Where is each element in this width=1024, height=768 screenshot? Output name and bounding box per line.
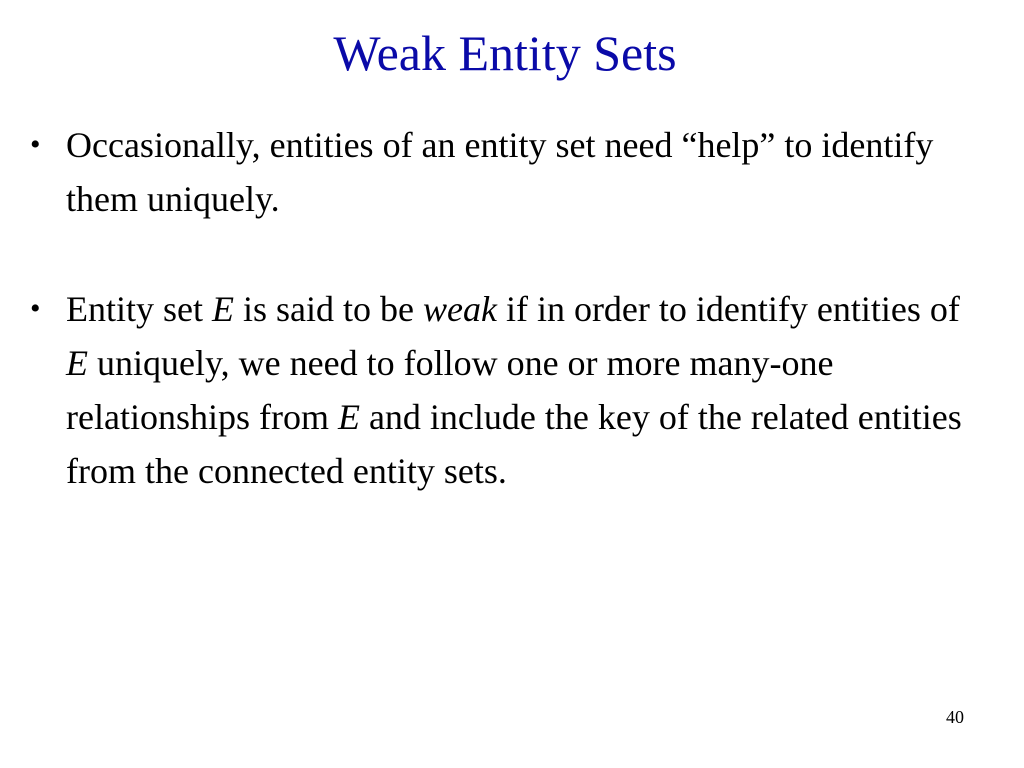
slide-title: Weak Entity Sets <box>333 25 677 81</box>
bullet-run-italic: E <box>212 289 234 329</box>
bullet-run-italic: E <box>337 397 360 437</box>
bullet-run: Entity set <box>66 289 212 329</box>
bullet-dot-icon: • <box>30 292 41 325</box>
bullet-run: is said to be <box>234 289 423 329</box>
bullet-run: uniquely, we need to follow one or more many-one relationships from <box>66 343 834 437</box>
bullet-item <box>30 118 980 226</box>
bullet-run: if in order to identify entities of <box>496 289 960 329</box>
bullet-list <box>30 118 980 498</box>
bullet-dot-icon: • <box>30 128 41 161</box>
bullet-run: Occasionally, entities of an entity set need “help” to identify them uniquely. <box>66 125 934 219</box>
page-number: 40 <box>946 707 964 727</box>
bullet-run-italic: weak <box>422 289 497 329</box>
bullet-text <box>66 118 980 226</box>
bullet-text <box>66 282 980 498</box>
bullet-run: and include the key of the related entities from the connected entity sets. <box>66 397 962 491</box>
bullet-run-italic: E <box>66 343 88 383</box>
bullet-item <box>30 282 980 498</box>
